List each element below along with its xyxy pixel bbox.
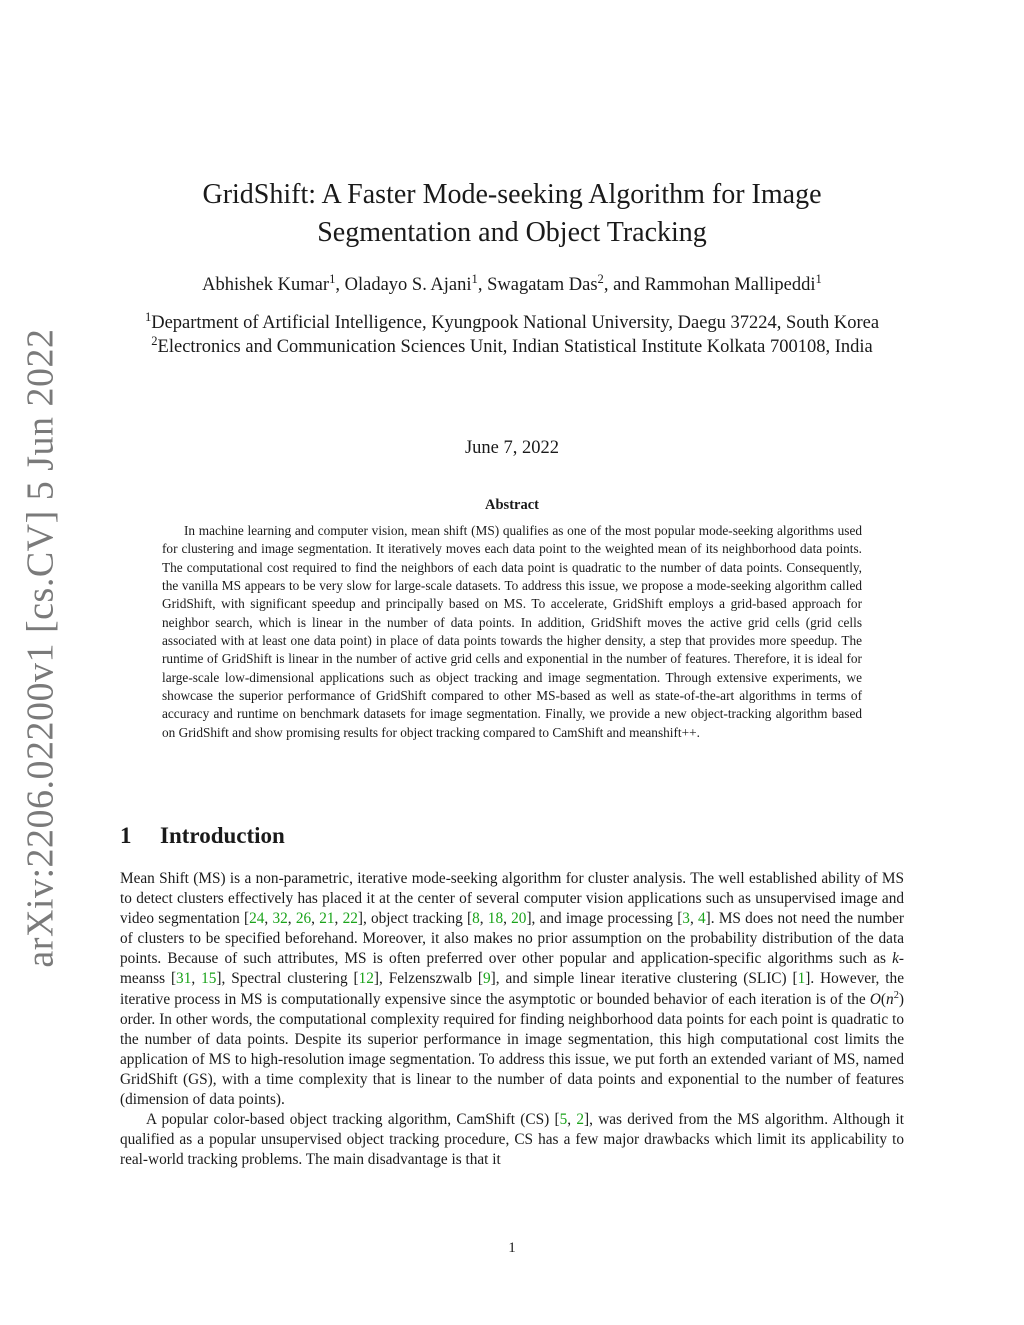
citation-link[interactable]: 32 — [272, 910, 288, 928]
citation-link[interactable]: 1 — [797, 970, 806, 988]
citation-link[interactable]: 9 — [483, 970, 491, 988]
abstract-heading: Abstract — [485, 497, 539, 513]
section-number: 1 — [120, 823, 132, 848]
affiliation — [110, 333, 914, 360]
affiliation-text: Department of Artificial Intelligence, Kyungpook National University, Daegu 37224, South Korea — [151, 313, 880, 333]
paper-title — [150, 176, 874, 252]
author-affiliation-marker: 1 — [815, 271, 822, 286]
author-name: Rammohan Mallipeddi — [644, 275, 816, 295]
author-list — [100, 273, 924, 297]
citation-link[interactable]: 12 — [358, 970, 374, 988]
author-name: Abhishek Kumar — [202, 275, 330, 295]
math-variable: O — [869, 990, 881, 1008]
citation-link[interactable]: 8 — [472, 910, 480, 928]
author-separator: , and — [603, 275, 645, 295]
author-affiliation-marker: 1 — [471, 271, 478, 286]
citation-link[interactable]: 31 — [176, 970, 192, 988]
citation-link[interactable]: 20 — [511, 910, 527, 928]
page-number: 1 — [508, 1240, 516, 1256]
publication-date: June 7, 2022 — [464, 438, 560, 458]
affiliations — [110, 309, 914, 359]
author-name: Oladayo S. Ajani — [344, 275, 472, 295]
abstract-text: In machine learning and computer vision, mean shift (MS) qualifies as one of the most popular mode-seeking algorithms used for clustering and image segmentation. It iteratively moves each data point to the weighted mean of its neighborhood data points. The computational cost required to find the neighbors of each data point is quadratic to the number of data points. Consequently, the vanilla MS appears to be very slow for large-scale datasets. To address this issue, we propose a mode-seeking algorithm called GridShift, with significant speedup and principally based on MS. To accelerate, GridShift employs a grid-based approach for neighbor search, which is linear in the number of data points. In addition, GridShift moves the active grid cells (grid cells associated with at least one data point) in place of data points towards the higher density, a step that provides more speedup. The runtime of GridShift is linear in the number of active grid cells and exponential in the number of features. Therefore, it is ideal for large-scale low-dimensional applications such as object tracking and image segmentation. Through extensive experiments, we showcase the superior performance of GridShift compared to other MS-based as well as state-of-the-art algorithms in terms of accuracy and runtime on benchmark datasets for image segmentation. Finally, we provide a new object-tracking algorithm based on GridShift and show promising results for object tracking compared to CamShift and meanshift++. — [162, 523, 862, 740]
citation-link[interactable]: 26 — [295, 910, 312, 928]
section-title: Introduction — [160, 823, 285, 848]
body-paragraph: Mean Shift (MS) is a non-parametric, iterative mode-seeking algorithm for cluster analysis. The well established ability of MS to detect clusters effectively has placed it at the center of several computer vision applications such as unsupervised image and video segmentation [24, 32, 26, 21, 22], object tracking [8, 18, 20], and image processing [3, 4]. MS does not need the number of clusters to be specified beforehand. Moreover, it also makes no prior assumption on the probability distribution of the data points. Because of such attributes, MS is often preferred over other popular and application-specific algorithms such as k-meanss [31, 15], Spectral clustering [12], Felzenszwalb [9], and simple linear iterative clustering (SLIC) [1]. However, the iterative process in MS is computationally expensive since the asymptotic or bounded behavior of each iteration is of the $O(n^2)$ order. In other words, the computational complexity required for finding neighborhood data points for each point is quadratic to the number of data points. Despite its superior performance in image segmentation, this high computational cost limits the application of MS to high-resolution image segmentation. To address this issue, we put forth an extended variant of MS, named GridShift (GS), with a time complexity that is linear to the number of data points and exponential to the number of features (dimension of data points). — [120, 870, 904, 1109]
author-separator: , — [335, 275, 345, 295]
citation-link[interactable]: 22 — [342, 910, 358, 928]
citation-link[interactable]: 2 — [576, 1111, 584, 1129]
author-affiliation-marker: 2 — [597, 271, 604, 286]
affiliation-marker: 1 — [144, 309, 152, 324]
arxiv-stamp-container — [16, 327, 66, 968]
arxiv-identifier: arXiv:2206.02200v1 [cs.CV] 5 Jun 2022 — [20, 327, 62, 968]
author-separator: , — [477, 275, 488, 295]
math-variable: k — [892, 950, 899, 968]
introduction-body — [120, 869, 904, 1170]
affiliation — [110, 309, 914, 336]
math-variable: n — [886, 990, 894, 1008]
title-line-2: Segmentation and Object Tracking — [317, 217, 707, 248]
citation-link[interactable]: 15 — [201, 970, 217, 988]
citation-link[interactable]: 24 — [249, 910, 265, 928]
math-exponent: 2 — [893, 989, 899, 1001]
citation-link[interactable]: 4 — [698, 910, 706, 928]
citation-link[interactable]: 18 — [487, 910, 504, 928]
citation-link[interactable]: 3 — [682, 910, 690, 928]
title-line-1: GridShift: A Faster Mode-seeking Algorithm for Image — [202, 179, 822, 210]
body-paragraph: A popular color-based object tracking algorithm, CamShift (CS) [5, 2], was derived from the MS algorithm. Although it qualified as a popular unsupervised object tracking procedure, CS has a few major drawbacks which limit its applicability to real-world tracking problems. The main disadvantage is that it — [120, 1111, 905, 1169]
affiliation-marker: 2 — [151, 333, 158, 348]
citation-link[interactable]: 21 — [319, 910, 335, 928]
author-name: Swagatam Das — [487, 275, 598, 295]
author-affiliation-marker: 1 — [329, 271, 336, 286]
section-heading — [120, 823, 285, 849]
affiliation-text: Electronics and Communication Sciences Unit, Indian Statistical Institute Kolkata 700108, India — [157, 336, 873, 357]
citation-link[interactable]: 5 — [559, 1111, 568, 1129]
